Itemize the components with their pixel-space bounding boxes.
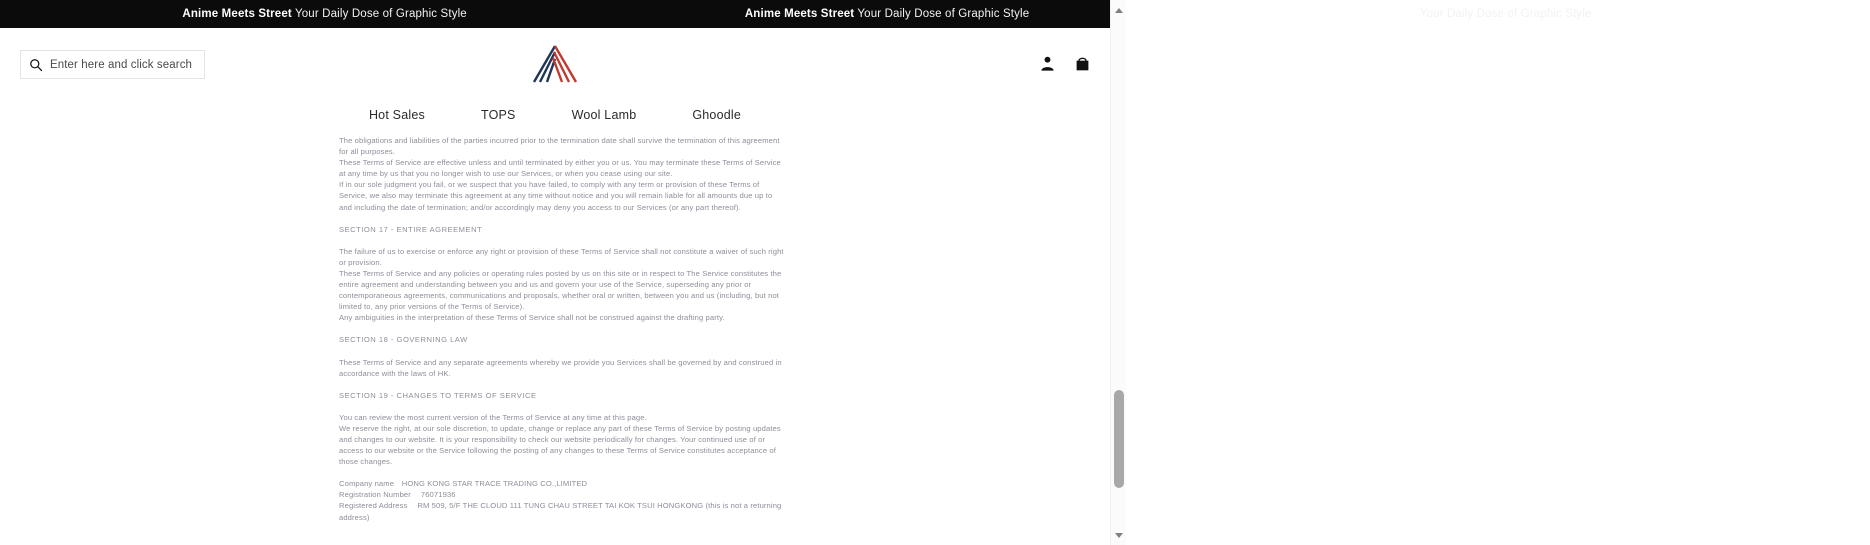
- announcement-bar: [0, 0, 1592, 28]
- paragraph-termination-survival: The obligations and liabilities of the parties incurred prior to the termination date shall survive the termination of this agreement for all purposes.: [339, 136, 780, 157]
- nav-item-hot-sales[interactable]: Hot Sales: [368, 107, 425, 122]
- search-icon: [29, 58, 43, 72]
- page-scrollbar[interactable]: [1110, 0, 1126, 545]
- terms-content: [339, 135, 784, 523]
- scroll-down-arrow-icon[interactable]: [1111, 527, 1127, 543]
- company-info: [339, 478, 784, 522]
- site-logo[interactable]: [528, 40, 582, 88]
- announcement-item: [0, 8, 182, 20]
- announcement-strong: Anime Meets Street: [744, 8, 855, 20]
- nav-item-ghoodle[interactable]: Ghoodle: [692, 107, 742, 122]
- announcement-strong: Anime Meets Street: [182, 8, 292, 20]
- account-icon[interactable]: [1038, 54, 1057, 74]
- paragraph-failure-to-enforce: The failure of us to exercise or enforce any right or provision of these Terms of Service shall not constitute a waiver of such right or provision.: [339, 246, 784, 267]
- search-input[interactable]: [50, 59, 196, 71]
- announcement-light: Your Daily Dose of Graphic Style: [1419, 8, 1592, 20]
- shopping-bag-icon[interactable]: [1073, 54, 1092, 74]
- site-header: [0, 28, 1110, 101]
- announcement-item: [182, 8, 744, 20]
- section-heading-17: SECTION 17 - ENTIRE AGREEMENT: [339, 224, 483, 234]
- main-nav: [0, 101, 1110, 128]
- paragraph-reserve-right: We reserve the right, at our sole discretion, to update, change or replace any part of these Terms of Service by posting updates and changes to our website. It is your responsibility to check our website periodically for changes. Your continued use of or access to our website or the Service following the posting of any changes to these Terms of Service constitutes acceptance of those changes.: [339, 423, 781, 467]
- announcement-track: [0, 0, 1870, 28]
- paragraph-sole-judgment: If in our sole judgment you fail, or we suspect that you have failed, to comply with any term or provision of these Terms of Service, we also may terminate this agreement at any time without notice and you will remain liable for all amounts due up to and including the date of termination; and/or accordingly may deny you access to our Services (or any part thereof).: [339, 180, 773, 212]
- section-heading-19: SECTION 19 - CHANGES TO TERMS OF SERVICE: [339, 390, 537, 400]
- paragraph-governing-law: These Terms of Service and any separate agreements whereby we provide you Services shall be governed by and construed in accordance with the laws of HK.: [339, 357, 782, 378]
- search-box[interactable]: [20, 50, 205, 79]
- announcement-item: [745, 8, 1307, 20]
- paragraph-entire-agreement: These Terms of Service and any policies or operating rules posted by us on this site or in respect to The Service constitutes the entire agreement and understanding between you and us and govern your use of the Service, superseding any prior or contemporaneous agreements, communications and proposals, whether oral or written, between you and us (including, but not limited to, any prior versions of the Terms of Service).: [339, 268, 782, 312]
- nav-item-wool-lamb[interactable]: Wool Lamb: [571, 107, 637, 122]
- announcement-strong: Anime Meets Street: [1307, 8, 1417, 20]
- announcement-item: [1307, 8, 1869, 20]
- registered-address: Registered Address RM 509, 5/F THE CLOUD 111 TUNG CHAU STREET TAI KOK TSUI HONGKONG (this is not a returning address): [339, 501, 782, 522]
- announcement-light: Your Daily Dose of Graphic Style: [295, 8, 467, 20]
- nav-item-tops[interactable]: TOPS: [480, 107, 516, 122]
- registration-number: Registration Number 76071936: [339, 490, 456, 500]
- scroll-up-arrow-icon[interactable]: [1111, 2, 1127, 18]
- company-name: Company name HONG KONG STAR TRACE TRADING CO.,LIMITED: [339, 479, 588, 489]
- scrollbar-thumb[interactable]: [1114, 390, 1124, 488]
- paragraph-terms-effective: These Terms of Service are effective unless and until terminated by either you or us. You may terminate these Terms of Service at any time by us that you no longer wish to use our Services, or when you cease using our site.: [339, 158, 781, 179]
- paragraph-review-current-version: You can review the most current version of the Terms of Service at any time at this page.: [339, 412, 647, 422]
- section-heading-18: SECTION 18 - GOVERNING LAW: [339, 335, 468, 345]
- announcement-light: Your Daily Dose of Graphic Style: [857, 8, 1030, 20]
- paragraph-ambiguities: Any ambiguities in the interpretation of these Terms of Service shall not be construed against the drafting party.: [339, 313, 725, 323]
- header-icon-group: [1038, 54, 1092, 74]
